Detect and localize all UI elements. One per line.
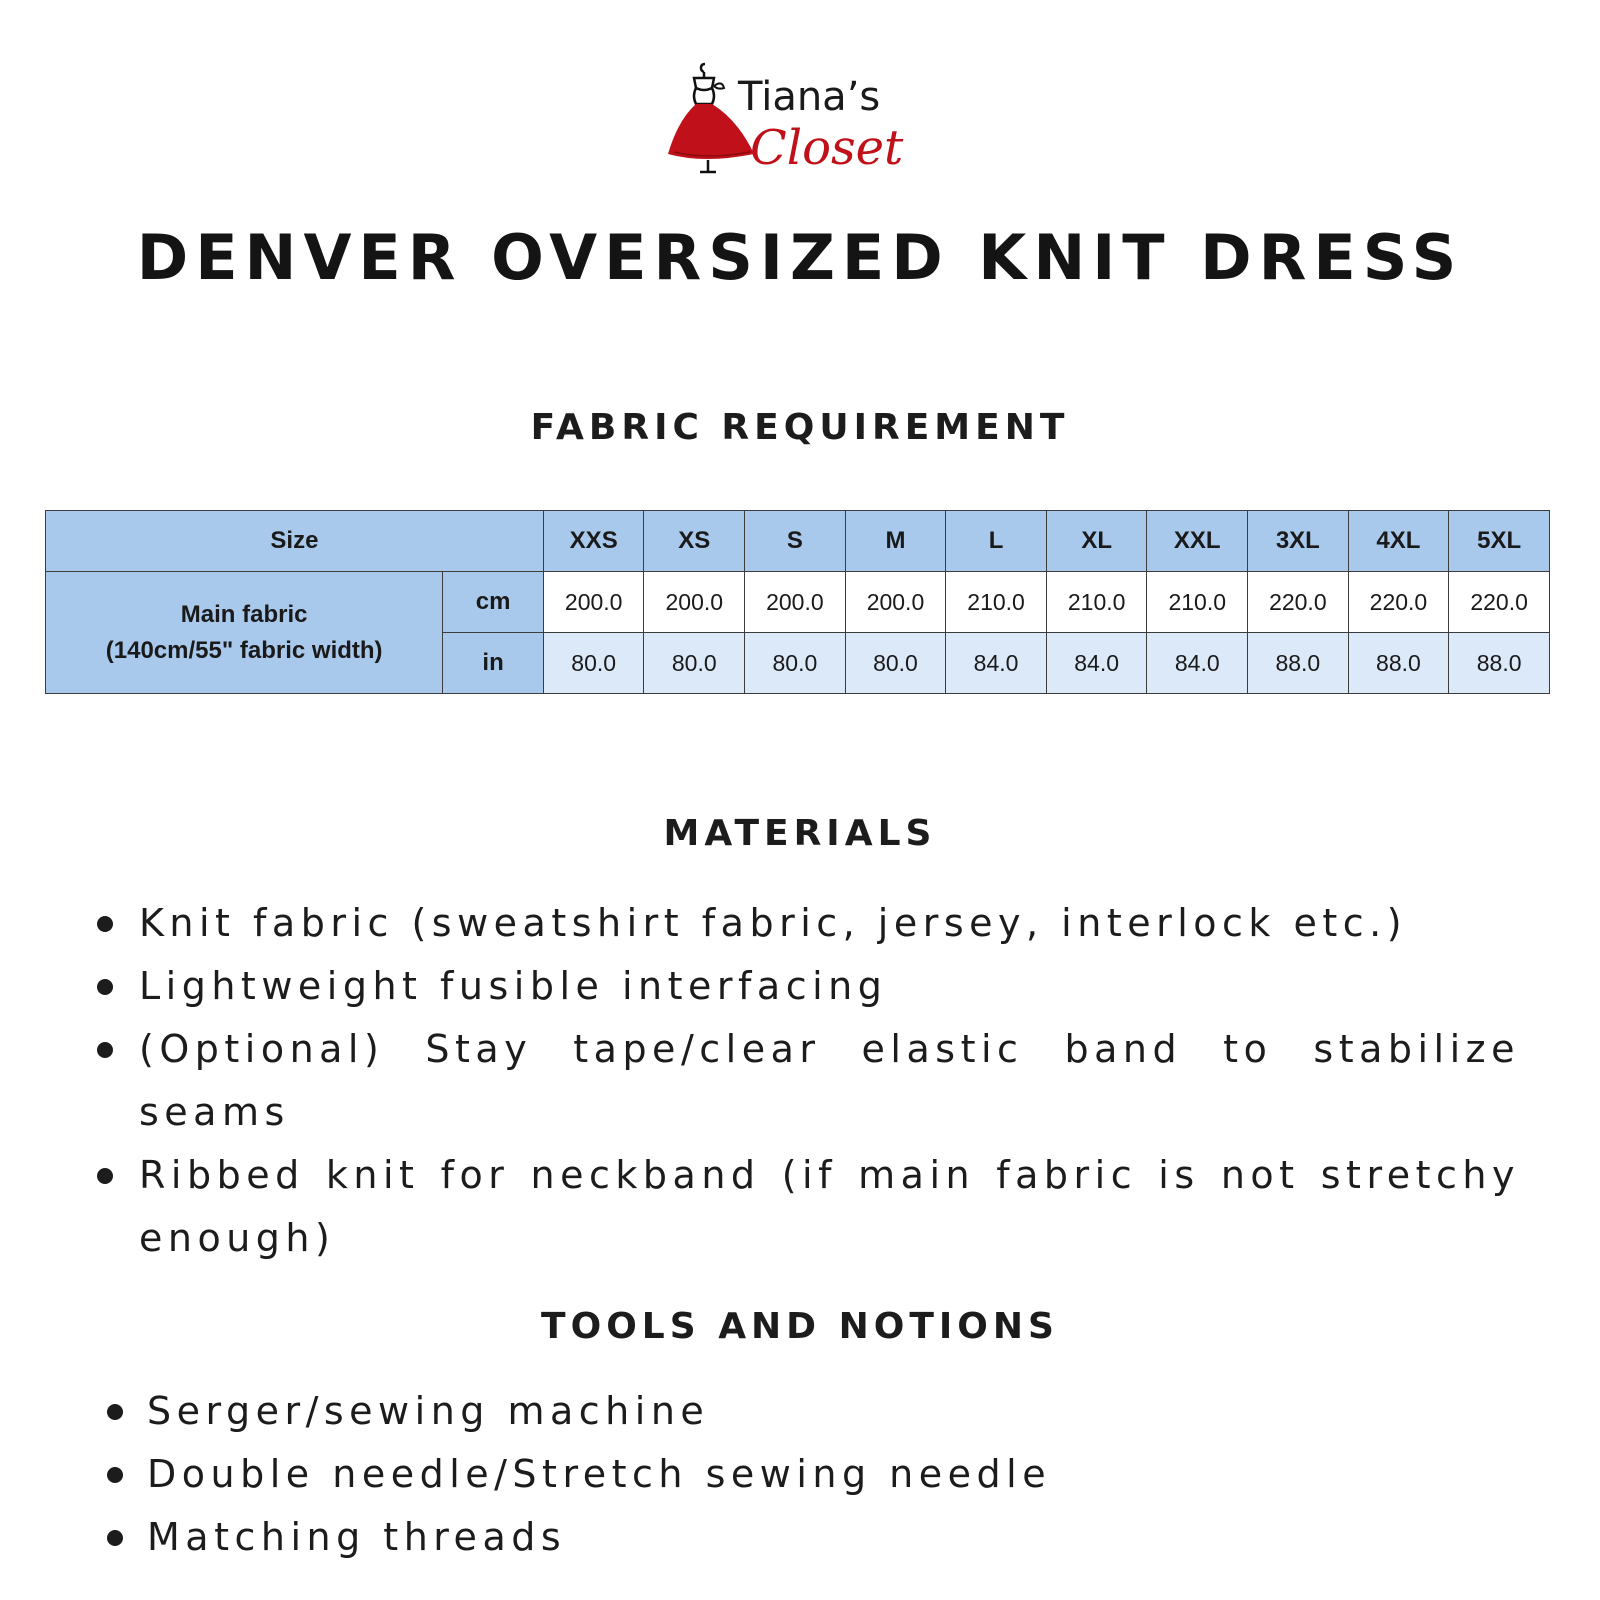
list-item (105, 1506, 1505, 1569)
list-item (95, 955, 1520, 1018)
bullet-icon (97, 979, 113, 995)
table-cell: 80.0 (644, 633, 745, 694)
size-col-header: XL (1046, 511, 1147, 572)
list-item-text: Lightweight fusible interfacing (139, 964, 888, 1008)
bullet-icon (97, 1168, 113, 1184)
size-col-header: L (946, 511, 1047, 572)
size-col-header: 3XL (1248, 511, 1349, 572)
fabric-requirement-table (45, 510, 1550, 694)
list-item (105, 1380, 1505, 1443)
table-cell: 80.0 (543, 633, 644, 694)
list-item-text: Matching threads (147, 1515, 567, 1559)
tools-list (105, 1380, 1505, 1569)
table-cell: 200.0 (543, 572, 644, 633)
table-cell: 220.0 (1449, 572, 1550, 633)
table-cell: 200.0 (644, 572, 745, 633)
size-col-header: XXL (1147, 511, 1248, 572)
list-item-text: Serger/sewing machine (147, 1389, 710, 1433)
materials-list (95, 892, 1520, 1270)
list-item-text: Ribbed knit for neckband (if main fabric is not stretchy enough) (139, 1153, 1520, 1260)
size-header: Size (46, 511, 544, 572)
size-col-header: 5XL (1449, 511, 1550, 572)
table-row-cm (46, 572, 1550, 633)
list-item (105, 1443, 1505, 1506)
brand-line1: Tiana’s (738, 74, 881, 120)
table-cell: 88.0 (1449, 633, 1550, 694)
list-item (95, 1144, 1520, 1270)
table-cell: 210.0 (1046, 572, 1147, 633)
main-fabric-label-line2: (140cm/55" fabric width) (105, 636, 383, 664)
table-cell: 210.0 (1147, 572, 1248, 633)
list-item-text: Knit fabric (sweatshirt fabric, jersey, interlock etc.) (139, 901, 1408, 945)
bullet-icon (107, 1467, 123, 1483)
materials-heading: MATERIALS (663, 813, 937, 854)
size-col-header: XXS (543, 511, 644, 572)
tools-heading: TOOLS AND NOTIONS (541, 1306, 1059, 1347)
table-cell: 84.0 (946, 633, 1047, 694)
size-col-header: M (845, 511, 946, 572)
main-fabric-label-line1: Main fabric (180, 600, 308, 628)
dress-form-icon (668, 60, 938, 180)
table-cell: 220.0 (1248, 572, 1349, 633)
list-item-text: Double needle/Stretch sewing needle (147, 1452, 1052, 1496)
table-cell: 220.0 (1348, 572, 1449, 633)
brand-line2: Closet (750, 120, 904, 176)
bullet-icon (97, 916, 113, 932)
bullet-icon (107, 1530, 123, 1546)
size-col-header: S (745, 511, 846, 572)
unit-in-label: in (443, 633, 544, 694)
main-fabric-label (46, 572, 443, 694)
list-item (95, 1018, 1520, 1144)
list-item-text: (Optional) Stay tape/clear elastic band to stabilize seams (139, 1027, 1520, 1134)
table-cell: 84.0 (1046, 633, 1147, 694)
table-cell: 80.0 (745, 633, 846, 694)
table-cell: 200.0 (845, 572, 946, 633)
table-cell: 84.0 (1147, 633, 1248, 694)
fabric-requirement-heading: FABRIC REQUIREMENT (530, 407, 1070, 448)
brand-logo (668, 60, 938, 180)
table-cell: 210.0 (946, 572, 1047, 633)
table-cell: 88.0 (1248, 633, 1349, 694)
page-title: DENVER OVERSIZED KNIT DRESS (136, 221, 1464, 294)
size-col-header: XS (644, 511, 745, 572)
table-cell: 80.0 (845, 633, 946, 694)
bullet-icon (107, 1404, 123, 1420)
table-cell: 200.0 (745, 572, 846, 633)
size-header-row (46, 511, 1550, 572)
table-cell: 88.0 (1348, 633, 1449, 694)
unit-cm-label: cm (443, 572, 544, 633)
size-col-header: 4XL (1348, 511, 1449, 572)
list-item (95, 892, 1520, 955)
bullet-icon (97, 1042, 113, 1058)
